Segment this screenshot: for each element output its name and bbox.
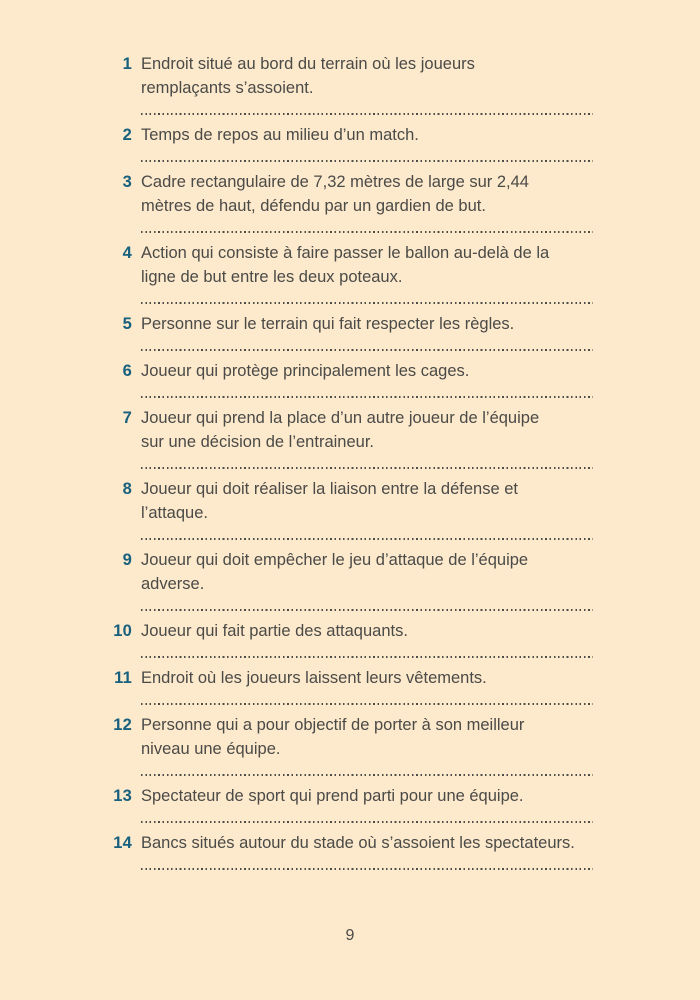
question-row (0, 241, 700, 312)
answer-dotted-line (141, 231, 593, 233)
answer-dotted-line (141, 821, 593, 823)
question-line: Temps de repos au milieu d’un match. (141, 126, 419, 144)
question-number: 7 (122, 409, 132, 427)
question-number: 14 (113, 834, 132, 852)
question-number: 5 (122, 315, 132, 333)
question-content (141, 52, 593, 123)
question-row (0, 52, 700, 123)
question-number: 13 (113, 787, 132, 805)
question-line: Personne sur le terrain qui fait respecter les règles. (141, 315, 515, 333)
answer-dotted-line (141, 609, 593, 611)
question-line: adverse. (141, 575, 205, 593)
question-text (141, 359, 593, 383)
question-content (141, 123, 593, 170)
question-text (141, 831, 593, 855)
answer-dotted-line (141, 302, 593, 304)
answer-dotted-line (141, 349, 593, 351)
question-text (141, 713, 593, 761)
question-number: 2 (122, 126, 132, 144)
question-line: Joueur qui fait partie des attaquants. (141, 622, 408, 640)
answer-dotted-line (141, 656, 593, 658)
question-content (141, 831, 593, 878)
question-line: mètres de haut, défendu par un gardien de but. (141, 197, 486, 215)
question-number: 6 (122, 362, 132, 380)
question-row (0, 170, 700, 241)
question-number: 3 (122, 173, 132, 191)
question-text (141, 170, 593, 218)
question-line: ligne de but entre les deux poteaux. (141, 268, 403, 286)
question-content (141, 359, 593, 406)
answer-dotted-line (141, 467, 593, 469)
question-number: 12 (113, 716, 132, 734)
question-line: Joueur qui protège principalement les cages. (141, 362, 470, 380)
question-row (0, 831, 700, 878)
question-line: Joueur qui doit empêcher le jeu d’attaque de l’équipe (141, 551, 529, 569)
question-row (0, 784, 700, 831)
question-content (141, 666, 593, 713)
question-text (141, 241, 593, 289)
question-list (0, 52, 700, 878)
question-content (141, 241, 593, 312)
question-row (0, 619, 700, 666)
question-row (0, 477, 700, 548)
answer-dotted-line (141, 160, 593, 162)
question-line: niveau une équipe. (141, 740, 281, 758)
question-content (141, 312, 593, 359)
question-line: Joueur qui prend la place d’un autre joueur de l’équipe (141, 409, 540, 427)
answer-dotted-line (141, 774, 593, 776)
question-text (141, 312, 593, 336)
question-line: sur une décision de l’entraineur. (141, 433, 374, 451)
question-text (141, 784, 593, 808)
answer-dotted-line (141, 703, 593, 705)
question-line: Personne qui a pour objectif de porter à son meilleur (141, 716, 525, 734)
answer-dotted-line (141, 113, 593, 115)
question-number: 8 (122, 480, 132, 498)
question-line: Endroit où les joueurs laissent leurs vêtements. (141, 669, 487, 687)
question-row (0, 406, 700, 477)
answer-dotted-line (141, 538, 593, 540)
question-number: 11 (114, 669, 132, 687)
question-line: Cadre rectangulaire de 7,32 mètres de large sur 2,44 (141, 173, 529, 191)
question-row (0, 359, 700, 406)
question-line: l’attaque. (141, 504, 208, 522)
question-text (141, 52, 593, 100)
question-number: 4 (122, 244, 132, 262)
question-content (141, 548, 593, 619)
question-content (141, 406, 593, 477)
question-content (141, 713, 593, 784)
answer-dotted-line (141, 396, 593, 398)
question-number: 9 (122, 551, 132, 569)
question-number: 1 (122, 55, 132, 73)
question-text (141, 619, 593, 643)
page-number: 9 (345, 927, 355, 944)
question-text (141, 548, 593, 596)
question-row (0, 548, 700, 619)
question-row (0, 713, 700, 784)
question-line: Spectateur de sport qui prend parti pour une équipe. (141, 787, 524, 805)
question-line: remplaçants s’assoient. (141, 79, 314, 97)
question-text (141, 123, 593, 147)
question-row (0, 312, 700, 359)
question-line: Action qui consiste à faire passer le ballon au-delà de la (141, 244, 550, 262)
question-line: Bancs situés autour du stade où s’assoient les spectateurs. (141, 834, 575, 852)
question-content (141, 619, 593, 666)
answer-dotted-line (141, 868, 593, 870)
question-text (141, 406, 593, 454)
question-row (0, 666, 700, 713)
question-content (141, 170, 593, 241)
question-text (141, 477, 593, 525)
question-line: Endroit situé au bord du terrain où les joueurs (141, 55, 475, 73)
question-number: 10 (113, 622, 132, 640)
question-content (141, 477, 593, 548)
question-text (141, 666, 593, 690)
question-row (0, 123, 700, 170)
question-content (141, 784, 593, 831)
question-line: Joueur qui doit réaliser la liaison entre la défense et (141, 480, 518, 498)
